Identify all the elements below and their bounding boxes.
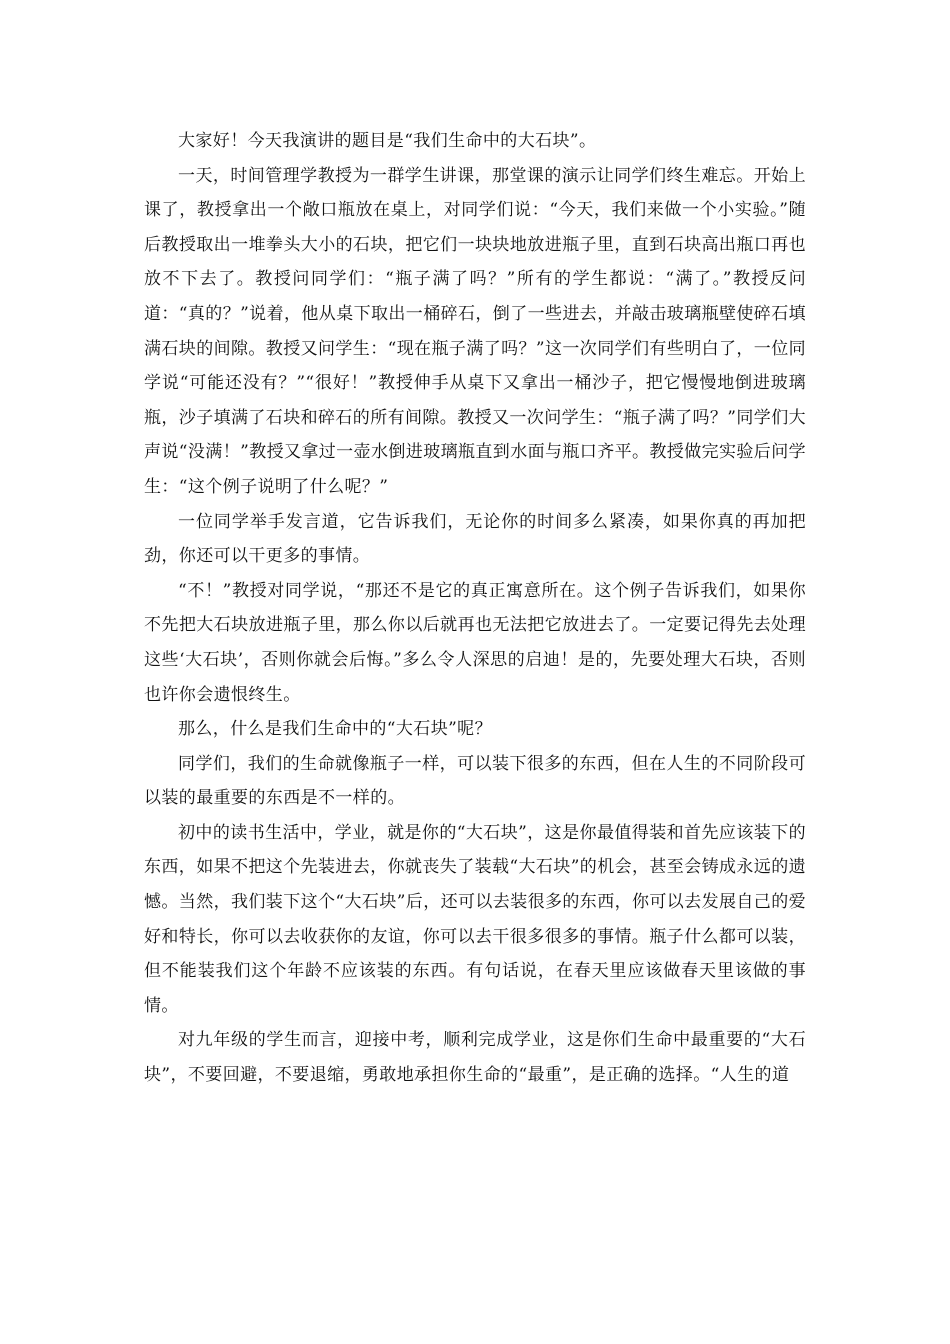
paragraph-experiment-story: 一天，时间管理学教授为一群学生讲课，那堂课的演示让同学们终生难忘。开始上课了，教授拿出一个敞口瓶放在桌上，对同学们说：“今天，我们来做一个小实验。”随后教授取出一堆拳头大小的石块，把它们一块块地放进瓶子里，直到石块高出瓶口再也放不下去了。教授问同学们：“瓶子满了吗？”所有的学生都说：“满了。”教授反问道：“真的？”说着，他从桌下取出一桶碎石，倒了一些进去，并敲击玻璃瓶壁使碎石填满石块的间隙。教授又问学生：“现在瓶子满了吗？”这一次同学们有些明白了，一位同学说“可能还没有？”“很好！”教授伸手从桌下又拿出一桶沙子，把它慢慢地倒进玻璃瓶，沙子填满了石块和碎石的所有间隙。教授又一次问学生：“瓶子满了吗？”同学们大声说“没满！”教授又拿过一壶水倒进玻璃瓶直到水面与瓶口齐平。教授做完实验后问学生：“这个例子说明了什么呢？”	[144, 165, 806, 497]
paragraph-ninth-grade: 对九年级的学生而言，迎接中考，顺利完成学业，这是你们生命中最重要的“大石块”，不要回避，不要退缩，勇敢地承担你生命的“最重”，是正确的选择。“人生的道	[144, 1030, 806, 1086]
speech-body	[144, 124, 806, 1093]
paragraph-greeting: 大家好！今天我演讲的题目是“我们生命中的大石块”。	[178, 131, 597, 151]
paragraph-question: 那么，什么是我们生命中的“大石块”呢？	[178, 719, 492, 740]
paragraph-life-bottle: 同学们，我们的生命就像瓶子一样，可以装下很多的东西，但在人生的不同阶段可以装的最重要的东西是不一样的。	[144, 753, 806, 809]
paragraph-junior-school: 初中的读书生活中，学业，就是你的“大石块”，这是你最值得装和首先应该装下的东西，如果不把这个先装进去，你就丧失了装载“大石块”的机会，甚至会铸成永远的遗憾。当然，我们装下这个“大石块”后，还可以去装很多的东西，你可以去发展自己的爱好和特长，你可以去收获你的友谊，你可以去干很多很多的事情。瓶子什么都可以装，但不能装我们这个年龄不应该装的东西。有句话说，在春天里应该做春天里该做的事情。	[144, 822, 806, 1016]
paragraph-professor-reply: “不！”教授对同学说，“那还不是它的真正寓意所在。这个例子告诉我们，如果你不先把大石块放进瓶子里，那么你以后就再也无法把它放进去了。一定要记得先去处理这些‘大石块’，否则你就会后悔。”多么令人深思的启迪！是的，先要处理大石块，否则也许你会遗恨终生。	[144, 580, 806, 705]
paragraph-student-answer: 一位同学举手发言道，它告诉我们，无论你的时间多么紧凑，如果你真的再加把劲，你还可以干更多的事情。	[144, 511, 806, 567]
